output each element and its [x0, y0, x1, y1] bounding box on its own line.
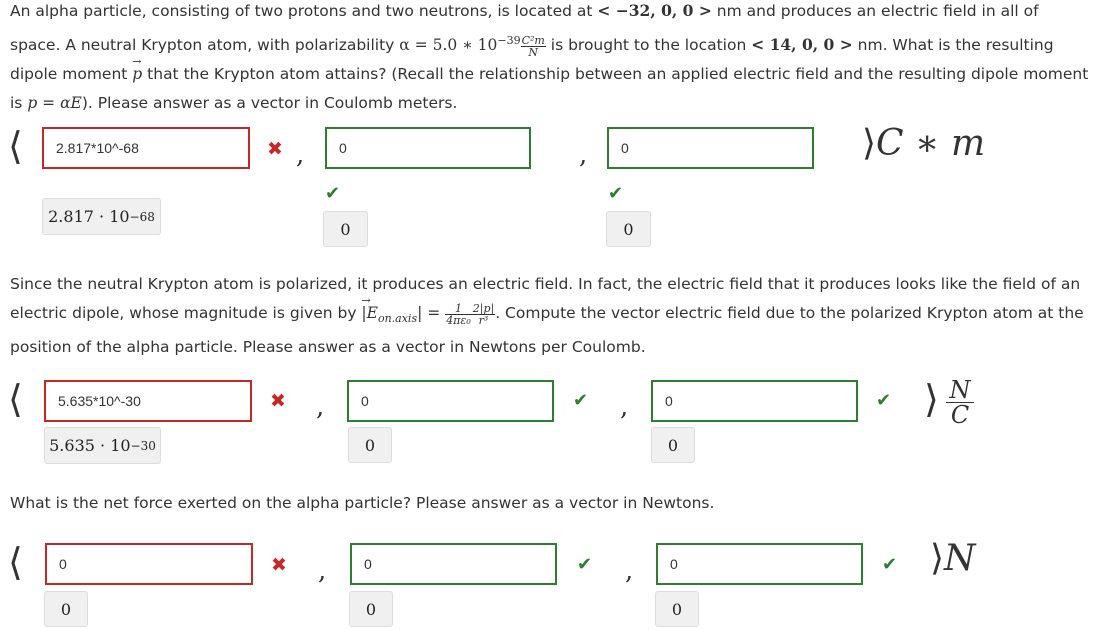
- q1-y-input[interactable]: 0: [325, 127, 531, 169]
- vector-open-bracket: ⟨: [8, 124, 23, 168]
- q1-z-preview: 0: [606, 211, 651, 247]
- q3-x-input[interactable]: 0: [45, 543, 253, 585]
- q2-z-preview: 0: [651, 427, 695, 463]
- question-2-text: Since the neutral Krypton atom is polarized, it produces an electric field. In fact, the electric field that it produces looks like the field of an electric dipole, whose magnitude is given by → $|E_{on.axis}|$ = $\frac{1}{\text{4πε₀}}$ $\frac{2|p|}{\text{r³}}$ . Compute the vector electric field due to the polarized Krypton atom at the position of the alpha particle. Please answer as a vector in Newtons per Coulomb.: [10, 270, 1090, 362]
- q1-z-input[interactable]: 0: [607, 127, 814, 169]
- question-3-text: What is the net force exerted on the alpha particle? Please answer as a vector in Newtons.: [10, 494, 715, 512]
- q2-x-input[interactable]: 5.635*10^-30: [44, 380, 252, 422]
- field-magnitude: → $|E_{on.axis}|$ = $\frac{1}{\text{4πε₀}}$ $\frac{2|p|}{\text{r³}}$: [361, 304, 495, 322]
- question-1-text: An alpha particle, consisting of two protons and two neutrons, is located at < −32, 0, 0 > nm and produces an electric field in all of space. A neutral Krypton atom, with polarizability α = 5.0 ∗ $10^{-39}$ $\frac{\text{C²m}}{N}$ is brought to the location < 14, 0, 0 > nm. What is the resulting dipole moment → p that the Krypton atom attains? (Recall the relationship between an applied electric field and the resulting dipole moment is p = αE). Please answer as a vector in Coulomb meters.: [10, 0, 1090, 118]
- correct-icon: ✔: [876, 390, 892, 411]
- wrong-icon: ✖: [271, 554, 287, 576]
- vector-open-bracket: ⟨: [8, 377, 23, 421]
- wrong-icon: ✖: [270, 390, 286, 412]
- q3-x-preview: 0: [44, 591, 88, 627]
- q3-y-preview: 0: [349, 591, 393, 627]
- vector-open-bracket: ⟨: [8, 540, 23, 584]
- q3-unit: ⟩N: [930, 538, 976, 579]
- correct-icon: ✔: [882, 554, 898, 575]
- q1-x-input[interactable]: 2.817*10^-68: [42, 127, 250, 169]
- polarizability: α = 5.0 ∗ $10^{-39}$ $\frac{\text{C²m}}{N}$: [399, 33, 545, 59]
- comma: ,: [296, 140, 305, 170]
- q3-z-preview: 0: [655, 591, 699, 627]
- correct-icon: ✔: [325, 183, 341, 204]
- correct-icon: ✔: [577, 554, 593, 575]
- q2-y-input[interactable]: 0: [347, 380, 554, 422]
- q3-y-input[interactable]: 0: [350, 543, 557, 585]
- wrong-icon: ✖: [267, 138, 283, 160]
- q2-z-input[interactable]: 0: [651, 380, 858, 422]
- q1-y-preview: 0: [323, 211, 368, 247]
- q2-x-preview: 5.635 · 10 −30: [44, 427, 161, 464]
- comma: ,: [620, 392, 629, 422]
- q1-x-preview: 2.817 · 10 −68: [42, 198, 161, 235]
- comma: ,: [579, 140, 588, 170]
- vector-close-bracket: ⟩: [924, 377, 939, 421]
- q3-z-input[interactable]: 0: [656, 543, 863, 585]
- correct-icon: ✔: [573, 390, 589, 411]
- q1-unit: ⟩C ∗ m: [862, 123, 986, 164]
- comma: ,: [625, 556, 634, 586]
- q2-y-preview: 0: [348, 427, 392, 463]
- comma: ,: [316, 392, 325, 422]
- correct-icon: ✔: [608, 183, 624, 204]
- comma: ,: [318, 556, 327, 586]
- q2-unit: N C: [946, 378, 974, 427]
